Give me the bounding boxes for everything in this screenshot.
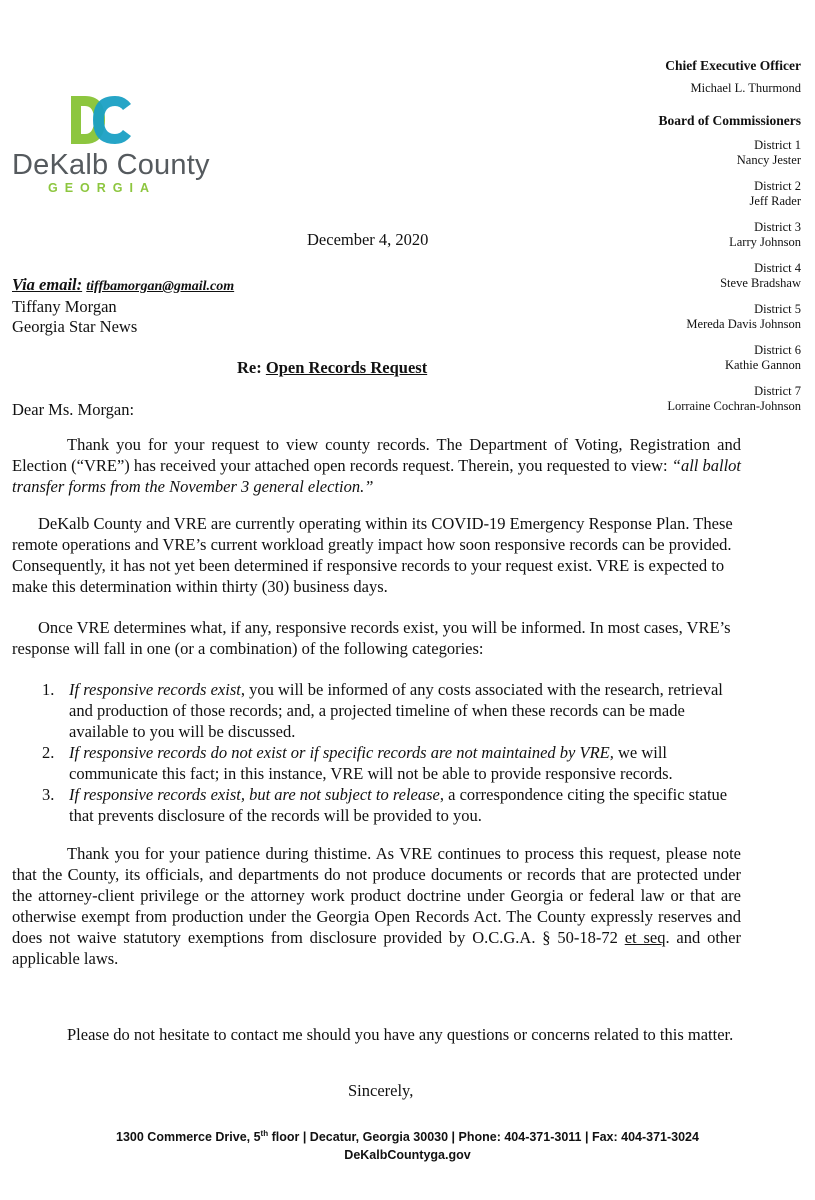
request-quote: “all ballot transfer forms from the November 3 general election.” [12, 456, 742, 496]
recipient-name: Tiffany Morgan [12, 297, 117, 316]
district-label: District 4 [754, 261, 801, 275]
district-commissioner: Steve Bradshaw [720, 276, 801, 290]
board-title: Board of Commissioners [658, 113, 801, 128]
list-item [12, 742, 747, 784]
ceo-name: Michael L. Thurmond [690, 81, 801, 95]
district-entry [541, 384, 801, 414]
closing: Sincerely, [348, 1081, 414, 1100]
list-item-text: , a correspondence citing the specific statue that prevents disclosure of the records will be provided to you. [69, 785, 728, 825]
paragraph-contact: Please do not hesitate to contact me should you have any questions or concerns related to this matter. [67, 1025, 734, 1044]
paragraph-request [12, 434, 741, 497]
district-label: District 3 [754, 220, 801, 234]
list-item [12, 679, 747, 742]
re-subject: Open Records Request [265, 358, 428, 377]
footer-address-part: 1300 Commerce Drive, 5 [116, 1130, 261, 1144]
district-entry [541, 302, 801, 332]
list-number: 3. [42, 785, 55, 804]
county-name: DeKalb County [12, 149, 210, 181]
list-item [12, 784, 747, 826]
footer-address-sup: th [260, 1128, 269, 1138]
district-entry [541, 343, 801, 373]
list-item-lead: If responsive records do not exist or if specific records are not maintained by VRE, [69, 743, 614, 762]
paragraph-text-end: . and other applicable laws. [12, 928, 741, 968]
recipient-block [12, 275, 234, 337]
letter-date: December 4, 2020 [307, 230, 429, 249]
subject-line [237, 357, 427, 378]
salutation: Dear Ms. Morgan: [12, 400, 135, 419]
list-number: 1. [42, 680, 55, 699]
officials-sidebar [541, 58, 801, 414]
district-commissioner: Kathie Gannon [724, 358, 801, 372]
via-label: Via email: [12, 275, 83, 294]
footer-address-contact: floor | Decatur, Georgia 30030 | Phone: 404-371-3011 | Fax: 404-371-3024 [268, 1130, 699, 1144]
district-commissioner: Lorraine Cochran-Johnson [667, 399, 801, 413]
list-item-text: , you will be informed of any costs associated with the research, retrieval and production of those records; and, a projected timeline of when these records can be made available to you will be discussed. [69, 680, 723, 741]
paragraph-text: Thank you for your request to view county records. The Department of Voting, Registration and Election (“VRE”) has received your attached open records request. Therein, you requested to view: [12, 435, 741, 475]
list-number: 2. [42, 743, 55, 762]
re-label: Re: [237, 358, 262, 377]
footer-website[interactable]: DeKalbCountyga.gov [344, 1148, 471, 1162]
state-name: GEORGIA [48, 181, 157, 195]
et-seq: et seq [624, 928, 666, 947]
paragraph-text: Thank you for your patience during thistime. As VRE continues to process this request, please note that the County, its officials, and departments do not produce documents or records that are protected under the attorney-client privilege or the attorney work product doctrine under Georgia or federal law or that are otherwise exempt from production under the Georgia Open Records Act. The County expressly reserves and does not waive statutory exemptions from disclosure provided by O.C.G.A. § 50-18-72 [12, 844, 741, 947]
district-label: District 1 [754, 138, 801, 152]
via-email-line [12, 275, 234, 297]
list-item-lead: If responsive records exist [69, 680, 241, 699]
paragraph-categories-intro: Once VRE determines what, if any, responsive records exist, you will be informed. In most cases, VRE’s response will fall in one (or a combination) of the following categories: [12, 618, 731, 658]
categories-list [12, 679, 747, 826]
paragraph-exemptions [12, 843, 741, 969]
district-entry [541, 138, 801, 168]
district-entry [541, 220, 801, 250]
list-item-lead: If responsive records exist, but are not subject to release [69, 785, 440, 804]
ceo-title: Chief Executive Officer [665, 58, 801, 73]
district-label: District 2 [754, 179, 801, 193]
district-commissioner: Mereda Davis Johnson [686, 317, 801, 331]
footer-address [0, 1128, 815, 1146]
letterhead-footer [0, 1128, 815, 1164]
district-label: District 6 [754, 343, 801, 357]
district-commissioner: Larry Johnson [729, 235, 801, 249]
district-commissioner: Nancy Jester [736, 153, 801, 167]
district-label: District 5 [754, 302, 801, 316]
dc-logo-mark-icon [69, 92, 139, 148]
paragraph-covid: DeKalb County and VRE are currently operating within its COVID-19 Emergency Response Plan. These remote operations and VRE’s current workload greatly impact how soon responsive records can be provided. Consequently, it has not yet been determined if responsive records to your request exist. VRE is expected to make this determination within thirty (30) business days. [12, 514, 733, 596]
district-entry [541, 179, 801, 209]
district-entry [541, 261, 801, 291]
list-item-text: we will communicate this fact; in this instance, VRE will not be able to provide responsive records. [69, 743, 673, 783]
recipient-email-link[interactable]: tiffbamorgan@gmail.com [86, 279, 235, 294]
recipient-org: Georgia Star News [12, 317, 138, 336]
county-logo [12, 92, 210, 195]
district-label: District 7 [754, 384, 801, 398]
district-commissioner: Jeff Rader [749, 194, 801, 208]
